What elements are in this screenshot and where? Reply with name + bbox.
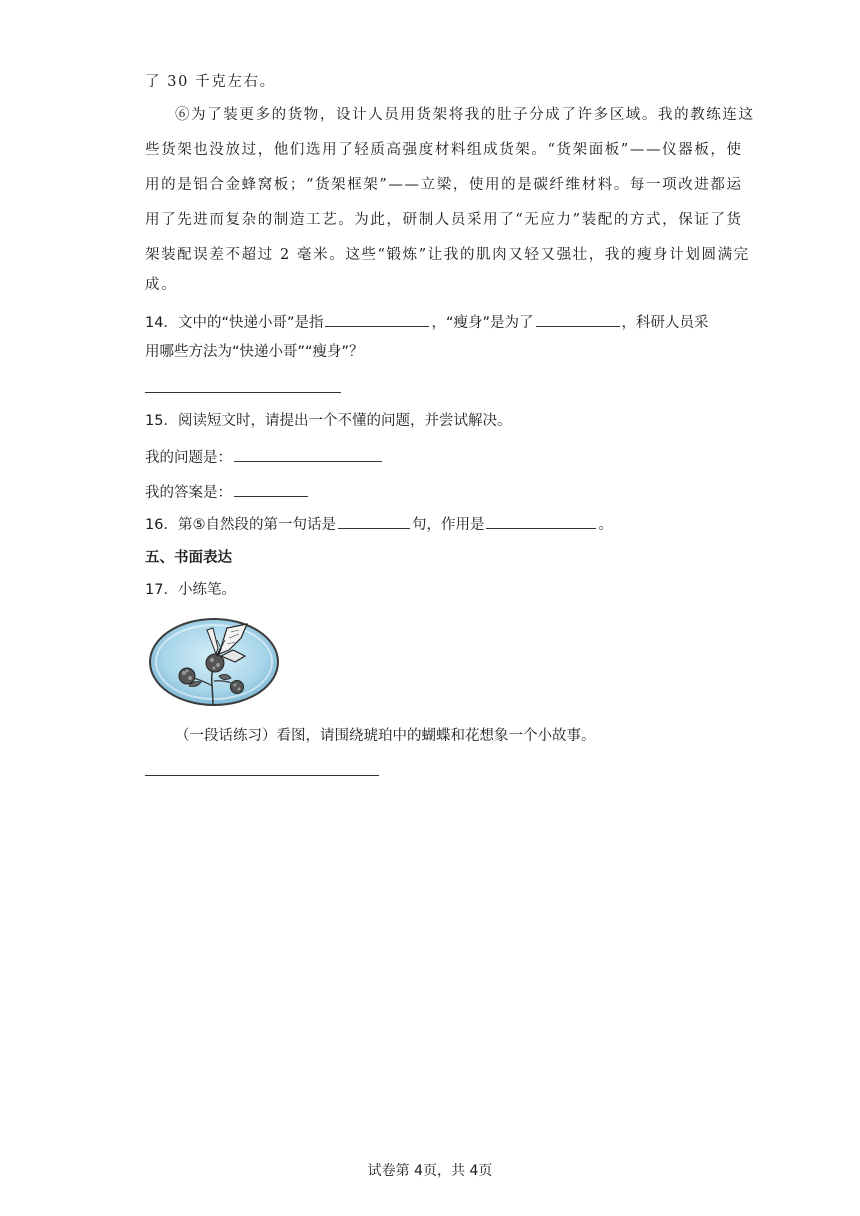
my-answer-label: 我的答案是： [145, 485, 232, 501]
question-15-my-question [145, 446, 384, 468]
question-16-text-c: 。 [598, 517, 613, 533]
question-15-my-answer [145, 481, 310, 503]
question-16-text-a: 16．第⑤自然段的第一句话是 [145, 517, 336, 533]
question-14-line-2: 用哪些方法为“快递小哥”“瘦身”？ [145, 344, 364, 360]
question-14-line-1 [145, 311, 709, 333]
question-16-line [145, 513, 613, 535]
answer-line-14[interactable] [145, 392, 341, 393]
question-17-prompt: 17．小练笔。 [145, 582, 236, 598]
passage-p6-line-1: ⑥为了装更多的货物，设计人员用货架将我的肚子分成了许多区域。我的教练连这 [175, 107, 755, 123]
answer-blank-14b[interactable] [536, 311, 620, 327]
answer-blank-14a[interactable] [325, 311, 429, 327]
passage-intro-line: 了 30 千克左右。 [145, 74, 276, 90]
my-question-label: 我的问题是： [145, 450, 232, 466]
answer-line-17[interactable] [145, 775, 379, 776]
page-footer: 试卷第 4页，共 4页 [367, 1163, 493, 1179]
passage-p6-line-2: 些货架也没放过，他们选用了轻质高强度材料组成货架。“货架面板”——仪器板，使 [145, 142, 743, 158]
passage-p6-line-3: 用的是铝合金蜂窝板；“货架框架”——立梁，使用的是碳纤维材料。每一项改进都运 [145, 177, 743, 193]
question-17-instruction: （一段话练习）看图，请围绕琥珀中的蝴蝶和花想象一个小故事。 [175, 728, 596, 744]
answer-blank-15-answer[interactable] [234, 481, 308, 497]
question-14-text-b: ，“瘦身”是为了 [431, 315, 534, 331]
question-15-prompt: 15．阅读短文时，请提出一个不懂的问题，并尝试解决。 [145, 413, 512, 429]
amber-butterfly-illustration [147, 616, 281, 708]
question-14-text-c: ，科研人员采 [621, 315, 709, 331]
question-16-text-b: 句，作用是 [411, 517, 485, 533]
passage-p6-line-4: 用了先进而复杂的制造工艺。为此，研制人员采用了“无应力”装配的方式，保证了货 [145, 212, 743, 228]
answer-blank-16a[interactable] [338, 513, 410, 529]
passage-p6-line-5: 架装配误差不超过 2 毫米。这些“锻炼”让我的肌肉又轻又强壮，我的瘦身计划圆满完 [145, 247, 750, 263]
answer-blank-15-question[interactable] [234, 446, 382, 462]
section-5-title: 五、书面表达 [145, 550, 232, 566]
answer-blank-16b[interactable] [486, 513, 596, 529]
passage-p6-line-6: 成。 [145, 277, 178, 293]
question-14-text-a: 14．文中的“快递小哥”是指 [145, 315, 324, 331]
